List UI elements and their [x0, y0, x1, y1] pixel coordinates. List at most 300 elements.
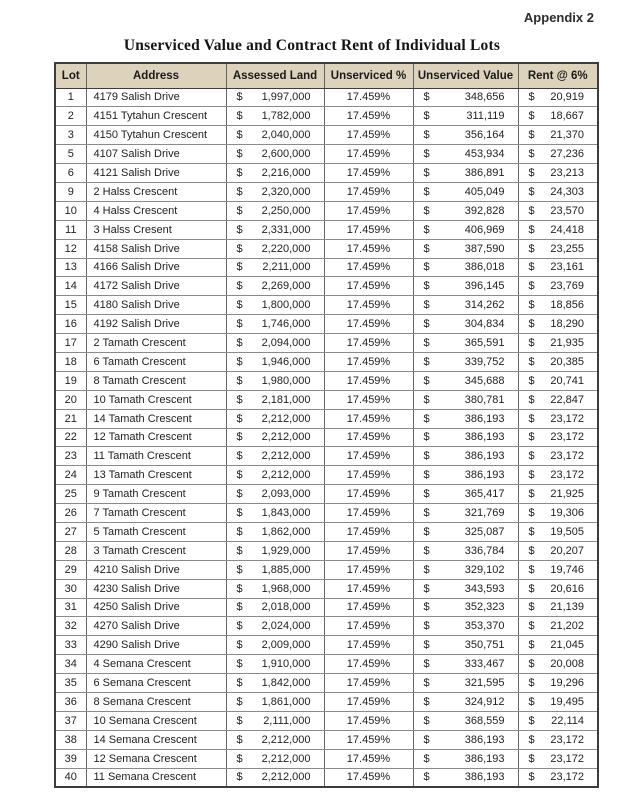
address-cell: 4180 Salish Drive: [86, 296, 226, 315]
dollar-sign: $: [423, 658, 430, 671]
assessed-land-cell: [226, 693, 324, 712]
unserviced-value-amount: 365,591: [464, 337, 505, 350]
dollar-sign: $: [528, 469, 535, 482]
dollar-sign: $: [528, 129, 535, 142]
table-row: [55, 579, 598, 598]
dollar-sign: $: [528, 658, 535, 671]
table-row: [55, 201, 598, 220]
unserviced-pct-cell: 17.459%: [324, 182, 413, 201]
dollar-sign: $: [423, 412, 430, 425]
rent-amount: 18,856: [550, 299, 584, 312]
assessed-land-amount: 1,910,000: [261, 658, 311, 671]
dollar-sign: $: [236, 167, 243, 179]
unserviced-value-cell: [413, 258, 518, 277]
address-cell: 4210 Salish Drive: [86, 560, 226, 579]
assessed-land-cell: [226, 428, 324, 447]
unserviced-pct-cell: 17.459%: [324, 541, 413, 560]
assessed-land-amount: 2,216,000: [261, 167, 311, 179]
address-cell: 4158 Salish Drive: [86, 239, 226, 258]
dollar-sign: $: [236, 771, 243, 784]
dollar-sign: $: [528, 695, 535, 708]
lot-cell: 14: [55, 277, 86, 296]
dollar-sign: $: [423, 242, 430, 255]
address-cell: 4107 Salish Drive: [86, 145, 226, 164]
lot-cell: 9: [55, 182, 86, 201]
lot-cell: 32: [55, 617, 86, 636]
unserviced-pct-cell: 17.459%: [324, 466, 413, 485]
unserviced-pct-cell: 17.459%: [324, 768, 413, 787]
assessed-land-cell: [226, 258, 324, 277]
address-cell: 13 Tamath Crescent: [86, 466, 226, 485]
table-row: [55, 126, 598, 145]
dollar-sign: $: [423, 431, 430, 444]
page-title: Unserviced Value and Contract Rent of Individual Lots: [123, 37, 501, 54]
unserviced-value-amount: 336,784: [464, 544, 505, 557]
rent-cell: [518, 371, 598, 390]
assessed-land-amount: 2,331,000: [261, 223, 311, 236]
rent-cell: [518, 504, 598, 523]
unserviced-value-amount: 386,193: [464, 431, 505, 444]
rent-amount: 23,172: [550, 431, 584, 444]
col-header-rent: Rent @ 6%: [518, 63, 598, 88]
dollar-sign: $: [423, 752, 430, 765]
assessed-land-cell: [226, 579, 324, 598]
table-row: [55, 334, 598, 353]
unserviced-value-amount: 406,969: [464, 223, 505, 236]
unserviced-pct-cell: 17.459%: [324, 636, 413, 655]
unserviced-pct-cell: 17.459%: [324, 126, 413, 145]
rent-amount: 22,114: [551, 714, 584, 727]
assessed-land-cell: [226, 352, 324, 371]
assessed-land-amount: 1,861,000: [261, 695, 311, 708]
rent-cell: [518, 693, 598, 712]
dollar-sign: $: [423, 714, 430, 727]
assessed-land-cell: [226, 409, 324, 428]
unserviced-value-amount: 348,656: [464, 91, 505, 104]
rent-cell: [518, 711, 598, 730]
rent-amount: 23,161: [550, 261, 584, 274]
assessed-land-amount: 2,212,000: [261, 752, 311, 765]
assessed-land-amount: 2,212,000: [261, 733, 311, 746]
unserviced-value-cell: [413, 315, 518, 334]
table-row: [55, 674, 598, 693]
table-row: [55, 296, 598, 315]
dollar-sign: $: [423, 299, 430, 312]
rent-cell: [518, 182, 598, 201]
address-cell: 6 Semana Crescent: [86, 674, 226, 693]
assessed-land-amount: 1,800,000: [261, 299, 311, 312]
unserviced-value-cell: [413, 409, 518, 428]
rent-cell: [518, 655, 598, 674]
address-cell: 2 Halss Crescent: [86, 182, 226, 201]
assessed-land-amount: 2,212,000: [261, 431, 311, 444]
unserviced-value-amount: 329,102: [464, 563, 505, 576]
address-cell: 10 Tamath Crescent: [86, 390, 226, 409]
rent-cell: [518, 768, 598, 787]
unserviced-pct-cell: 17.459%: [324, 409, 413, 428]
lot-cell: 31: [55, 598, 86, 617]
assessed-land-cell: [226, 371, 324, 390]
dollar-sign: $: [528, 620, 535, 633]
lot-cell: 24: [55, 466, 86, 485]
rent-amount: 23,172: [550, 412, 584, 425]
table-row: [55, 371, 598, 390]
rent-cell: [518, 749, 598, 768]
table-row: [55, 466, 598, 485]
table-row: [55, 617, 598, 636]
unserviced-value-cell: [413, 126, 518, 145]
assessed-land-amount: 2,250,000: [261, 204, 311, 217]
assessed-land-amount: 2,220,000: [261, 242, 311, 255]
dollar-sign: $: [423, 129, 430, 142]
unserviced-value-amount: 386,193: [464, 412, 505, 425]
lot-cell: 36: [55, 693, 86, 712]
unserviced-value-cell: [413, 560, 518, 579]
table-header-row: [55, 63, 598, 88]
unserviced-value-amount: 350,751: [464, 639, 505, 652]
unserviced-value-cell: [413, 182, 518, 201]
assessed-land-amount: 1,929,000: [261, 544, 311, 557]
dollar-sign: $: [423, 337, 430, 350]
unserviced-pct-cell: 17.459%: [324, 730, 413, 749]
unserviced-value-amount: 325,087: [464, 525, 505, 538]
dollar-sign: $: [423, 185, 430, 198]
assessed-land-cell: [226, 485, 324, 504]
unserviced-value-cell: [413, 107, 518, 126]
dollar-sign: $: [423, 544, 430, 557]
dollar-sign: $: [528, 525, 535, 538]
rent-amount: 23,255: [550, 242, 584, 255]
dollar-sign: $: [236, 110, 243, 123]
table-row: [55, 447, 598, 466]
dollar-sign: $: [528, 431, 535, 444]
assessed-land-cell: [226, 598, 324, 617]
assessed-land-cell: [226, 182, 324, 201]
assessed-land-cell: [226, 277, 324, 296]
dollar-sign: $: [423, 525, 430, 538]
assessed-land-amount: 1,885,000: [261, 563, 311, 576]
assessed-land-amount: 2,094,000: [261, 337, 311, 350]
address-cell: 3 Halss Cresent: [86, 220, 226, 239]
assessed-land-amount: 1,980,000: [261, 374, 311, 387]
unserviced-pct-cell: 17.459%: [324, 164, 413, 183]
assessed-land-cell: [226, 655, 324, 674]
rent-amount: 19,306: [550, 507, 584, 520]
unserviced-value-cell: [413, 749, 518, 768]
assessed-land-cell: [226, 617, 324, 636]
lot-cell: 2: [55, 107, 86, 126]
table-row: [55, 636, 598, 655]
unserviced-value-amount: 386,891: [464, 167, 505, 179]
lot-cell: 38: [55, 730, 86, 749]
dollar-sign: $: [528, 299, 535, 312]
unserviced-pct-cell: 17.459%: [324, 522, 413, 541]
table-row: [55, 768, 598, 787]
dollar-sign: $: [236, 129, 243, 142]
address-cell: 11 Semana Crescent: [86, 768, 226, 787]
unserviced-pct-cell: 17.459%: [324, 277, 413, 296]
unserviced-value-amount: 368,559: [464, 714, 505, 727]
dollar-sign: $: [236, 677, 243, 690]
rent-cell: [518, 466, 598, 485]
dollar-sign: $: [423, 204, 430, 217]
dollar-sign: $: [236, 450, 243, 463]
dollar-sign: $: [423, 563, 430, 576]
dollar-sign: $: [423, 167, 430, 179]
dollar-sign: $: [236, 412, 243, 425]
unserviced-pct-cell: 17.459%: [324, 749, 413, 768]
unserviced-pct-cell: 17.459%: [324, 201, 413, 220]
unserviced-value-cell: [413, 485, 518, 504]
unserviced-pct-cell: 17.459%: [324, 693, 413, 712]
lot-cell: 5: [55, 145, 86, 164]
lot-cell: 30: [55, 579, 86, 598]
unserviced-value-amount: 386,193: [464, 450, 505, 463]
rent-amount: 21,935: [550, 337, 584, 350]
unserviced-value-cell: [413, 334, 518, 353]
unserviced-value-cell: [413, 768, 518, 787]
dollar-sign: $: [528, 185, 535, 198]
lot-cell: 16: [55, 315, 86, 334]
lot-cell: 37: [55, 711, 86, 730]
rent-cell: [518, 164, 598, 183]
dollar-sign: $: [423, 582, 430, 595]
dollar-sign: $: [528, 167, 535, 179]
table-row: [55, 409, 598, 428]
rent-amount: 23,769: [550, 280, 584, 293]
address-cell: 2 Tamath Crescent: [86, 334, 226, 353]
table-row: [55, 315, 598, 334]
rent-amount: 20,385: [550, 355, 584, 368]
unserviced-value-cell: [413, 598, 518, 617]
dollar-sign: $: [236, 563, 243, 576]
dollar-sign: $: [236, 393, 243, 406]
lot-cell: 13: [55, 258, 86, 277]
unserviced-value-cell: [413, 428, 518, 447]
unserviced-value-cell: [413, 674, 518, 693]
rent-cell: [518, 126, 598, 145]
assessed-land-amount: 2,269,000: [261, 280, 311, 293]
address-cell: 3 Tamath Crescent: [86, 541, 226, 560]
assessed-land-cell: [226, 88, 324, 107]
table-row: [55, 107, 598, 126]
rent-amount: 23,172: [550, 450, 584, 463]
unserviced-value-amount: 405,049: [464, 185, 505, 198]
lot-cell: 10: [55, 201, 86, 220]
assessed-land-cell: [226, 560, 324, 579]
dollar-sign: $: [236, 752, 243, 765]
assessed-land-cell: [226, 296, 324, 315]
rent-amount: 21,202: [550, 620, 584, 633]
dollar-sign: $: [423, 695, 430, 708]
unserviced-value-cell: [413, 541, 518, 560]
unserviced-value-cell: [413, 522, 518, 541]
assessed-land-cell: [226, 107, 324, 126]
rent-cell: [518, 485, 598, 504]
address-cell: 4151 Tytahun Crescent: [86, 107, 226, 126]
dollar-sign: $: [528, 733, 535, 746]
rent-amount: 21,139: [550, 601, 584, 614]
table-row: [55, 239, 598, 258]
unserviced-pct-cell: 17.459%: [324, 655, 413, 674]
assessed-land-cell: [226, 466, 324, 485]
unserviced-pct-cell: 17.459%: [324, 598, 413, 617]
unserviced-value-cell: [413, 390, 518, 409]
assessed-land-amount: 2,009,000: [261, 639, 311, 652]
assessed-land-amount: 2,093,000: [261, 488, 311, 501]
dollar-sign: $: [236, 318, 243, 331]
rent-cell: [518, 560, 598, 579]
unserviced-value-amount: 352,323: [464, 601, 505, 614]
assessed-land-cell: [226, 522, 324, 541]
lot-cell: 29: [55, 560, 86, 579]
unserviced-pct-cell: 17.459%: [324, 617, 413, 636]
dollar-sign: $: [236, 658, 243, 671]
address-cell: 8 Tamath Crescent: [86, 371, 226, 390]
assessed-land-amount: 2,212,000: [261, 450, 311, 463]
assessed-land-cell: [226, 768, 324, 787]
dollar-sign: $: [236, 639, 243, 652]
lot-cell: 19: [55, 371, 86, 390]
unserviced-value-cell: [413, 239, 518, 258]
unserviced-value-cell: [413, 352, 518, 371]
assessed-land-amount: 2,320,000: [261, 185, 311, 198]
col-header-unserviced-pct: Unserviced %: [324, 63, 413, 88]
table-row: [55, 522, 598, 541]
table-row: [55, 182, 598, 201]
dollar-sign: $: [236, 261, 243, 274]
lot-cell: 1: [55, 88, 86, 107]
dollar-sign: $: [528, 412, 535, 425]
rent-cell: [518, 239, 598, 258]
unserviced-value-amount: 365,417: [464, 488, 505, 501]
rent-cell: [518, 201, 598, 220]
assessed-land-amount: 2,212,000: [261, 412, 311, 425]
rent-amount: 20,008: [550, 658, 584, 671]
unserviced-value-amount: 386,193: [464, 733, 505, 746]
dollar-sign: $: [423, 318, 430, 331]
assessed-land-cell: [226, 201, 324, 220]
unserviced-value-cell: [413, 466, 518, 485]
dollar-sign: $: [528, 752, 535, 765]
unserviced-value-amount: 353,370: [464, 620, 505, 633]
dollar-sign: $: [528, 355, 535, 368]
assessed-land-cell: [226, 674, 324, 693]
dollar-sign: $: [236, 337, 243, 350]
rent-cell: [518, 730, 598, 749]
table-row: [55, 258, 598, 277]
table-row: [55, 485, 598, 504]
unserviced-value-cell: [413, 201, 518, 220]
assessed-land-cell: [226, 749, 324, 768]
rent-cell: [518, 88, 598, 107]
unserviced-pct-cell: 17.459%: [324, 579, 413, 598]
unserviced-pct-cell: 17.459%: [324, 315, 413, 334]
dollar-sign: $: [423, 280, 430, 293]
address-cell: 8 Semana Crescent: [86, 693, 226, 712]
dollar-sign: $: [236, 91, 243, 104]
dollar-sign: $: [528, 450, 535, 463]
assessed-land-cell: [226, 541, 324, 560]
dollar-sign: $: [528, 563, 535, 576]
unserviced-value-amount: 333,467: [464, 658, 505, 671]
rent-cell: [518, 107, 598, 126]
unserviced-pct-cell: 17.459%: [324, 352, 413, 371]
address-cell: 4192 Salish Drive: [86, 315, 226, 334]
rent-amount: 19,746: [550, 563, 584, 576]
lot-cell: 11: [55, 220, 86, 239]
col-header-unserviced-value: Unserviced Value: [413, 63, 518, 88]
lot-cell: 20: [55, 390, 86, 409]
assessed-land-cell: [226, 164, 324, 183]
dollar-sign: $: [423, 91, 430, 104]
lot-cell: 21: [55, 409, 86, 428]
assessed-land-amount: 2,018,000: [261, 601, 311, 614]
assessed-land-amount: 1,946,000: [261, 355, 311, 368]
assessed-land-cell: [226, 636, 324, 655]
appendix-label: Appendix 2: [523, 10, 594, 25]
assessed-land-amount: 1,843,000: [261, 507, 311, 520]
unserviced-pct-cell: 17.459%: [324, 390, 413, 409]
assessed-land-cell: [226, 126, 324, 145]
address-cell: 11 Tamath Crescent: [86, 447, 226, 466]
unserviced-value-amount: 396,145: [464, 280, 505, 293]
unserviced-value-amount: 345,688: [464, 374, 505, 387]
dollar-sign: $: [236, 695, 243, 708]
table-row: [55, 88, 598, 107]
address-cell: 4179 Salish Drive: [86, 88, 226, 107]
unserviced-value-cell: [413, 504, 518, 523]
dollar-sign: $: [528, 601, 535, 614]
unserviced-pct-cell: 17.459%: [324, 674, 413, 693]
table-row: [55, 428, 598, 447]
unserviced-value-cell: [413, 447, 518, 466]
rent-cell: [518, 409, 598, 428]
unserviced-value-amount: 321,769: [464, 507, 505, 520]
address-cell: 7 Tamath Crescent: [86, 504, 226, 523]
unserviced-value-cell: [413, 655, 518, 674]
dollar-sign: $: [528, 544, 535, 557]
rent-amount: 23,570: [550, 204, 584, 217]
assessed-land-amount: 1,842,000: [261, 677, 311, 690]
assessed-land-cell: [226, 730, 324, 749]
assessed-land-amount: 2,024,000: [261, 620, 311, 633]
assessed-land-amount: 1,746,000: [261, 318, 311, 331]
lot-cell: 15: [55, 296, 86, 315]
address-cell: 4150 Tytahun Crescent: [86, 126, 226, 145]
unserviced-value-amount: 453,934: [464, 148, 505, 161]
dollar-sign: $: [423, 355, 430, 368]
rent-cell: [518, 334, 598, 353]
rent-cell: [518, 277, 598, 296]
assessed-land-amount: 2,212,000: [261, 771, 311, 784]
table-row: [55, 220, 598, 239]
dollar-sign: $: [528, 639, 535, 652]
lot-cell: 40: [55, 768, 86, 787]
assessed-land-cell: [226, 239, 324, 258]
rent-cell: [518, 447, 598, 466]
rent-amount: 21,370: [550, 129, 584, 142]
table-row: [55, 145, 598, 164]
unserviced-pct-cell: 17.459%: [324, 239, 413, 258]
dollar-sign: $: [236, 544, 243, 557]
unserviced-pct-cell: 17.459%: [324, 560, 413, 579]
dollar-sign: $: [236, 299, 243, 312]
dollar-sign: $: [236, 601, 243, 614]
table-row: [55, 749, 598, 768]
assessed-land-amount: 1,968,000: [261, 582, 311, 595]
address-cell: 4270 Salish Drive: [86, 617, 226, 636]
